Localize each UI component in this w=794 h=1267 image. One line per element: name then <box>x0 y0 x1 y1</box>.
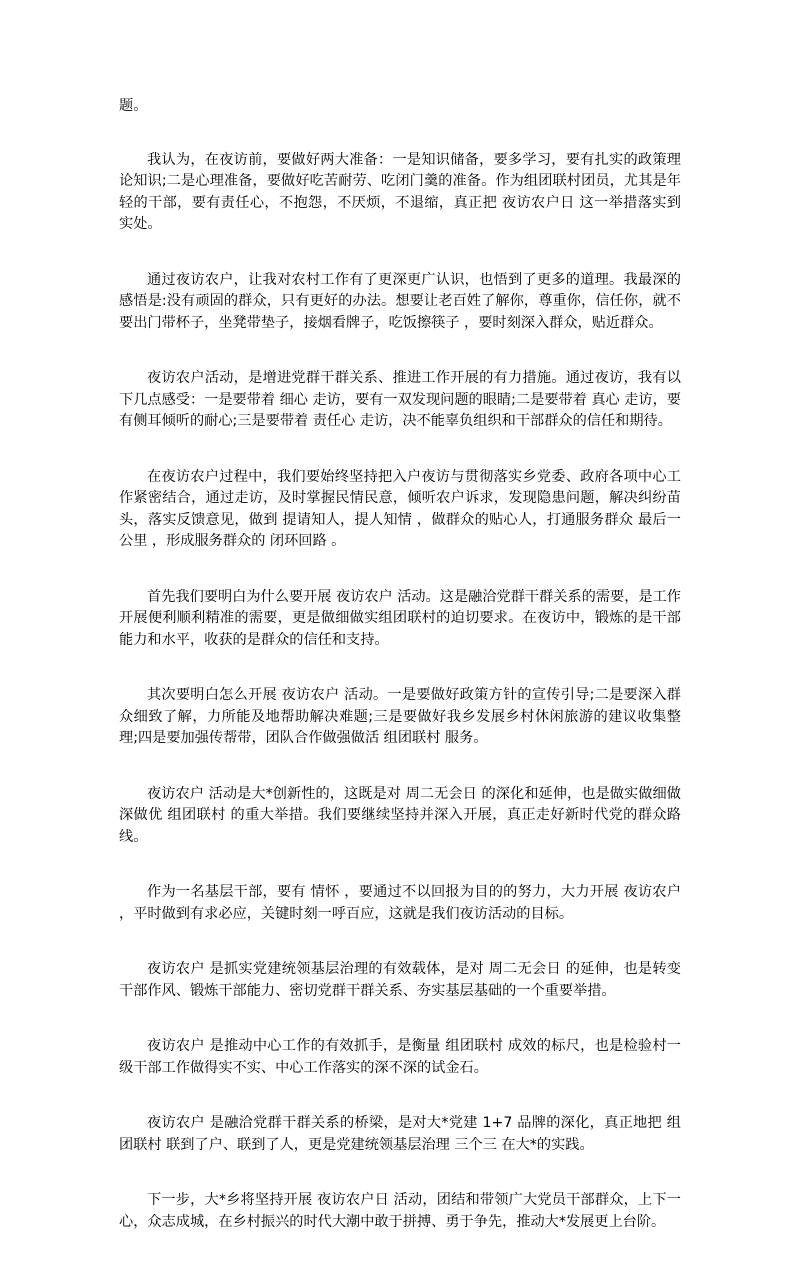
paragraph-5: 在夜访农户过程中，我们要始终坚持把入户夜访与贯彻落实乡党委、政府各项中心工作紧密结合，通过走访，及时掌握民情民意，倾听农户诉求，发现隐患问题，解决纠纷苗头，落实反馈意见，做到 提请知人，提人知情 ，做群众的贴心人，打通服务群众 最后一公里 ，形成服务群众的 闭环回路 。 <box>119 468 681 549</box>
paragraph-7: 其次要明白怎么开展 夜访农户 活动。一是要做好政策方针的宣传引导;二是要深入群众细致了解，力所能及地帮助解决难题;三是要做好我乡发展乡村休闲旅游的建议收集整理;四是要加强传帮带，团队合作做强做活 组团联村 服务。 <box>119 687 681 746</box>
document-body <box>119 96 681 1267</box>
paragraph-6: 首先我们要明白为什么要开展 夜访农户 活动。这是融洽党群干群关系的需要，是工作开展便利顺利精准的需要，更是做细做实组团联村的迫切要求。在夜访中，锻炼的是干部能力和水平，收获的是群众的信任和支持。 <box>119 588 681 648</box>
paragraph-10: 夜访农户 是抓实党建统领基层治理的有效载体，是对 周二无会日 的延伸，也是转变干部作风、锻炼干部能力、密切党群干群关系、夯实基层基础的一个重要举措。 <box>119 961 681 999</box>
paragraph-4: 夜访农户活动，是增进党群干群关系、推进工作开展的有力措施。通过夜访，我有以下几点感受：一是要带着 细心 走访，要有一双发现问题的眼睛;二是要带着 真心 走访，要有侧耳倾听的耐心;三是要带着 责任心 走访，决不能辜负组织和干部群众的信任和期待。 <box>119 370 681 429</box>
paragraph-13: 下一步，大*乡将坚持开展 夜访农户日 活动，团结和带领广大党员干部群众，上下一心，众志成城，在乡村振兴的时代大潮中敢于拼搏、勇于争先，推动大*发展更上台阶。 <box>119 1192 681 1230</box>
paragraph-3: 通过夜访农户，让我对农村工作有了更深更广认识，也悟到了更多的道理。我最深的感悟是:没有顽固的群众，只有更好的办法。想要让老百姓了解你，尊重你，信任你，就不要出门带杯子，坐凳带垫子，接烟看牌子，吃饭擦筷子 ，要时刻深入群众，贴近群众。 <box>119 271 681 331</box>
paragraph-1: 题。 <box>119 98 148 114</box>
paragraph-8: 夜访农户 活动是大*创新性的，这既是对 周二无会日 的深化和延伸，也是做实做细做深做优 组团联村 的重大举措。我们要继续坚持并深入开展，真正走好新时代党的群众路线。 <box>119 785 681 845</box>
paragraph-12: 夜访农户 是融洽党群干群关系的桥梁，是对大*党建 1+7 品牌的深化，真正地把 组团联村 联到了户、联到了人，更是党建统领基层治理 三个三 在大*的实践。 <box>119 1115 681 1153</box>
paragraph-2: 我认为，在夜访前，要做好两大准备：一是知识储备，要多学习，要有扎实的政策理论知识;二是心理准备，要做好吃苦耐劳、吃闭门羹的准备。作为组团联村团员，尤其是年轻的干部，要有责任心，不抱怨，不厌烦，不退缩，真正把 夜访农户日 这一举措落实到实处。 <box>119 151 681 232</box>
paragraph-9: 作为一名基层干部，要有 情怀 ，要通过不以回报为目的的努力，大力开展 夜访农户 ，平时做到有求必应，关键时刻一呼百应，这就是我们夜访活动的目标。 <box>119 884 681 922</box>
paragraph-11: 夜访农户 是推动中心工作的有效抓手，是衡量 组团联村 成效的标尺，也是检验村一级干部工作做得实不实、中心工作落实的深不深的试金石。 <box>119 1038 681 1076</box>
